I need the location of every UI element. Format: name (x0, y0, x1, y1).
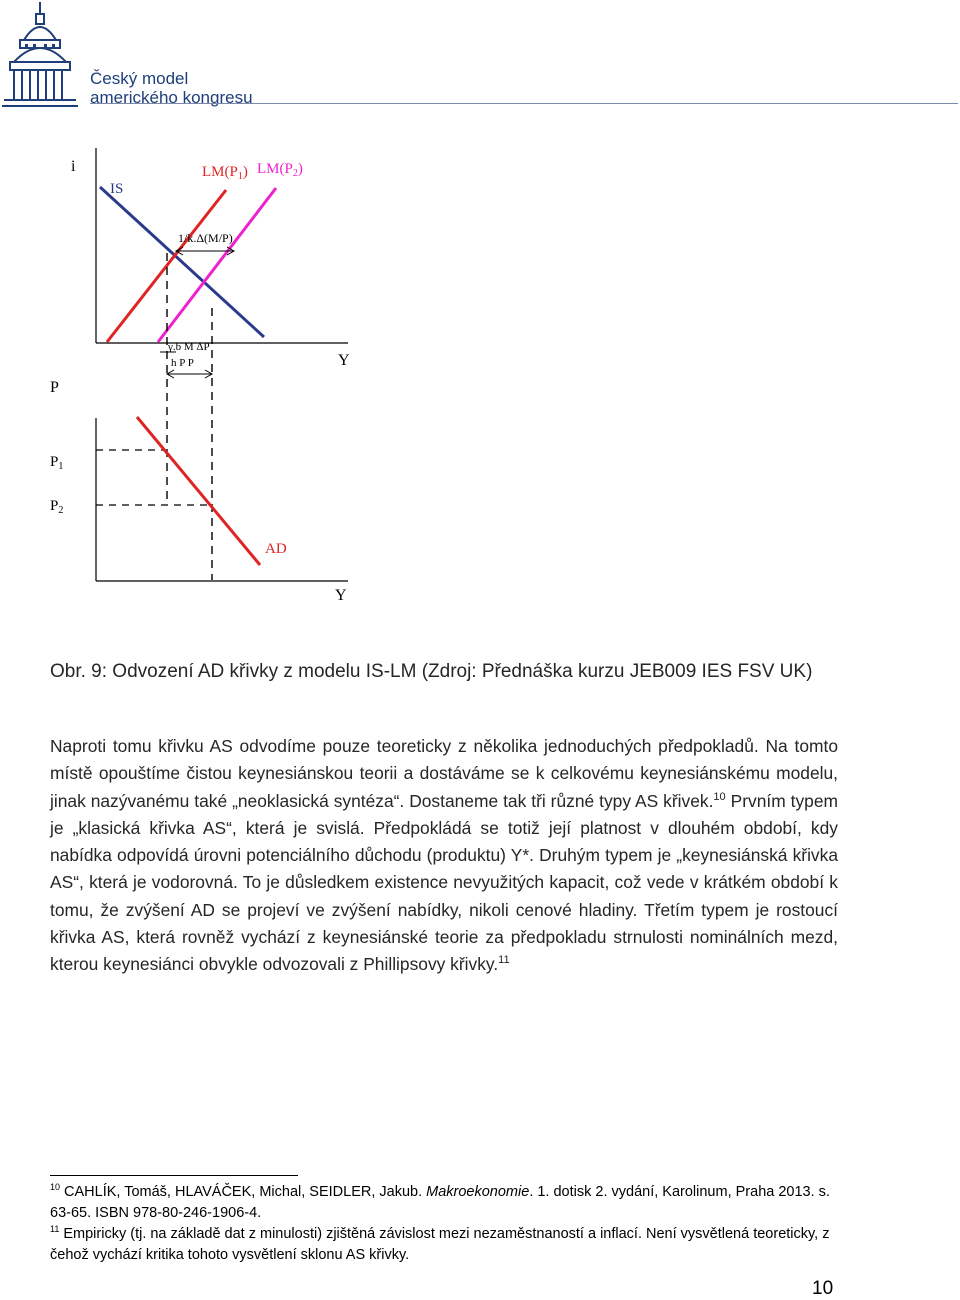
body-text-part-1: Naproti tomu křivku AS odvodíme pouze teoreticky z několika jednoduchých předpokladů. Na tomto místě opouštíme čistou keynesiánskou teorii a dostáváme se k celkovému keynesiánskému modelu, jinak nazývanému také „neoklasická syntéza“. Dostaneme tak tři různé typy AS křivek. (50, 736, 838, 811)
label-gamma-bottom: h P P (171, 357, 194, 369)
lm2-curve (158, 188, 276, 342)
body-text-part-2: Prvním typem je „klasická křivka AS“, která je svislá. Předpokládá se totiž její platnost v dlouhém období, kdy nabídka odpovídá úrovni potenciálního důchodu (produktu) Y*. Druhým typem je „keynesiánská křivka AS“, která je vodorovná. To je důsledkem existence nevyužitých kapacit, což vede v krátkém období k tomu, že zvýšení AD se projeví ve zvýšení nabídky, nikoli cenové hladiny. Třetím typem je rostoucí křivka AS, která rovněž vychází z keynesiánské teorie za předpokladu strnulosti nominálních mezd, kterou keynesiánci obvykle odvozovali z Phillipsovy křivky. (50, 790, 838, 975)
footnote-ref-11[interactable]: 11 (498, 954, 510, 967)
label-p1: $P_1$ (50, 454, 64, 472)
label-lm-shift: 1/k.Δ(M/P) (178, 231, 233, 245)
footnotes (50, 1182, 840, 1266)
footnote-divider (50, 1175, 298, 1176)
logo-line-2: amerického kongresu (90, 88, 253, 107)
label-p2: $P_2$ (50, 498, 64, 516)
footnote-11: $^{11}$ Empiricky (tj. na základě dat z minulosti) zjištěná závislost mezi nezaměstnaností a inflací. Není vysvětlená teoreticky, z čehož vychází kritika tohoto vysvětlení sklonu AS křivky. (50, 1224, 830, 1263)
label-is: IS (110, 181, 124, 197)
header (0, 0, 960, 110)
label-p: P (50, 379, 59, 396)
is-curve (100, 187, 264, 337)
capitol-logo-icon (0, 0, 90, 110)
label-i: i (71, 158, 76, 175)
label-gamma-top: γ.b M ΔP (168, 341, 210, 353)
is-lm-ad-diagram (0, 110, 960, 650)
logo-line-1: Český model (90, 69, 189, 88)
body-paragraph (50, 733, 838, 979)
ad-curve (137, 417, 260, 565)
footnote-ref-10[interactable]: 10 (713, 790, 726, 803)
lm1-curve (107, 190, 226, 342)
label-lm2: $LM(P_2)$ (257, 161, 303, 179)
book-title: Makroekonomie (426, 1184, 530, 1200)
footnote-10: $^{10}$ CAHLÍK, Tomáš, HLAVÁČEK, Michal, SEIDLER, Jakub. Makroekonomie. 1. dotisk 2. vydání, Karolinum, Praha 2013. s. 63-65. ISBN 978-80-246-1906-4. (50, 1182, 830, 1221)
label-y-lower: Y (335, 587, 347, 604)
label-y-upper: Y (338, 352, 350, 369)
page-number: 10 (812, 1278, 834, 1299)
logo-text (90, 69, 253, 107)
label-lm1: $LM(P_1)$ (202, 164, 248, 182)
label-ad: AD (265, 541, 287, 557)
figure-caption: Obr. 9: Odvození AD křivky z modelu IS-LM (Zdroj: Přednáška kurzu JEB009 IES FSV UK) (50, 661, 813, 682)
header-divider (90, 103, 958, 104)
